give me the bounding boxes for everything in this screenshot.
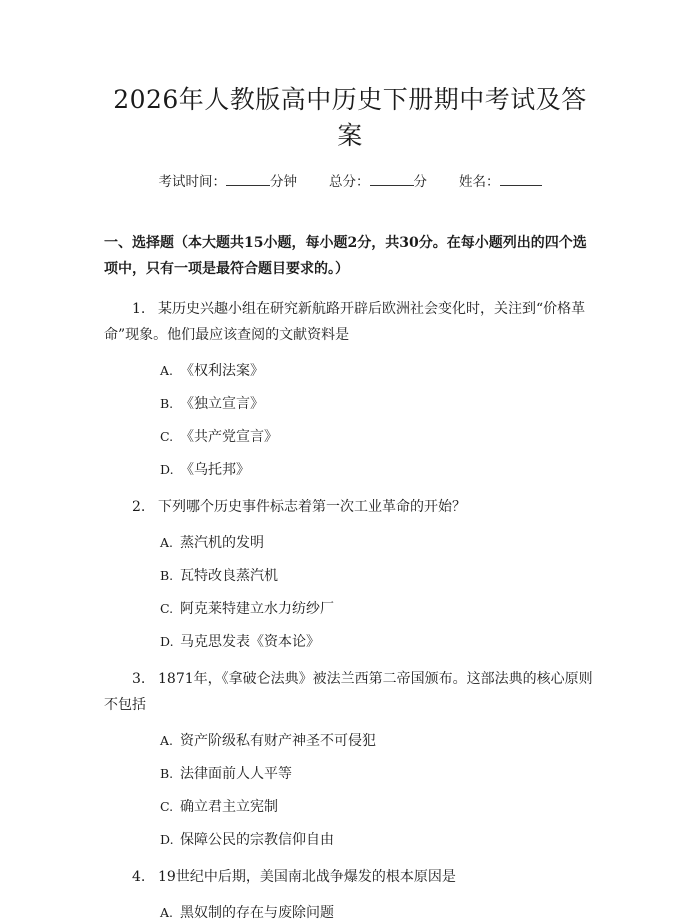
option-letter: A. xyxy=(160,535,174,550)
option-letter: C. xyxy=(160,799,174,814)
name-field xyxy=(459,171,542,192)
question-3 xyxy=(104,666,596,718)
option-letter: A. xyxy=(160,733,174,748)
option-1a xyxy=(160,361,596,381)
question-number: 4. xyxy=(132,869,146,885)
option-text: 阿克莱特建立水力纺纱厂 xyxy=(180,601,334,617)
option-letter: C. xyxy=(160,601,174,616)
option-3b xyxy=(160,764,596,784)
option-3c xyxy=(160,797,596,817)
section-heading: 一、选择题（本大题共15小题，每小题2分，共30分。在每小题列出的四个选项中，只有一项是最符合题目要求的。） xyxy=(104,235,587,277)
question-4 xyxy=(104,864,596,890)
option-letter: A. xyxy=(160,363,174,378)
option-text: 《乌托邦》 xyxy=(180,462,250,478)
option-2d xyxy=(160,632,596,652)
option-text: 黑奴制的存在与废除问题 xyxy=(180,905,334,921)
option-text: 《权利法案》 xyxy=(180,363,264,379)
page-title: 2026年人教版高中历史下册期中考试及答案 xyxy=(113,85,587,150)
exam-info-row xyxy=(104,171,596,192)
option-2c xyxy=(160,599,596,619)
option-3d xyxy=(160,830,596,850)
option-text: 保障公民的宗教信仰自由 xyxy=(180,832,334,848)
exam-time-field xyxy=(159,171,298,192)
option-letter: B. xyxy=(160,568,174,583)
question-text: 某历史兴趣小组在研究新航路开辟后欧洲社会变化时，关注到“价格革命”现象。他们最应该查阅的文献资料是 xyxy=(104,301,586,343)
option-text: 瓦特改良蒸汽机 xyxy=(180,568,278,584)
question-number: 1. xyxy=(132,301,146,317)
option-text: 蒸汽机的发明 xyxy=(180,535,264,551)
option-text: 《共产党宣言》 xyxy=(180,429,278,445)
option-letter: D. xyxy=(160,634,174,649)
question-text: 1871年，《拿破仑法典》被法兰西第二帝国颁布。这部法典的核心原则不包括 xyxy=(104,671,593,713)
total-score-unit: 分 xyxy=(413,174,427,190)
option-letter: B. xyxy=(160,396,174,411)
option-letter: D. xyxy=(160,832,174,847)
option-letter: B. xyxy=(160,766,174,781)
option-1d xyxy=(160,460,596,480)
exam-time-blank xyxy=(226,171,270,186)
option-3a xyxy=(160,731,596,751)
exam-time-unit: 分钟 xyxy=(270,174,297,190)
name-blank xyxy=(500,171,542,186)
question-1 xyxy=(104,296,596,348)
option-2a xyxy=(160,533,596,553)
question-number: 2. xyxy=(132,499,146,515)
option-2b xyxy=(160,566,596,586)
question-2 xyxy=(104,494,596,520)
question-number: 3. xyxy=(132,671,146,687)
option-text: 法律面前人人平等 xyxy=(180,766,292,782)
total-score-field xyxy=(329,171,427,192)
question-text: 19世纪中后期，美国南北战争爆发的根本原因是 xyxy=(158,869,456,885)
exam-time-label: 考试时间： xyxy=(158,174,226,190)
option-text: 《独立宣言》 xyxy=(180,396,264,412)
option-letter: C. xyxy=(160,429,174,444)
name-label: 姓名： xyxy=(459,174,500,190)
question-text: 下列哪个历史事件标志着第一次工业革命的开始？ xyxy=(158,499,466,515)
option-letter: D. xyxy=(160,462,174,477)
option-letter: A. xyxy=(160,905,174,920)
option-text: 资产阶级私有财产神圣不可侵犯 xyxy=(180,733,376,749)
question-list xyxy=(104,282,596,923)
option-1c xyxy=(160,427,596,447)
option-text: 马克思发表《资本论》 xyxy=(180,634,320,650)
option-4a xyxy=(160,903,596,923)
option-text: 确立君主立宪制 xyxy=(180,799,278,815)
option-1b xyxy=(160,394,596,414)
total-score-blank xyxy=(370,171,414,186)
total-score-label: 总分： xyxy=(329,174,370,190)
